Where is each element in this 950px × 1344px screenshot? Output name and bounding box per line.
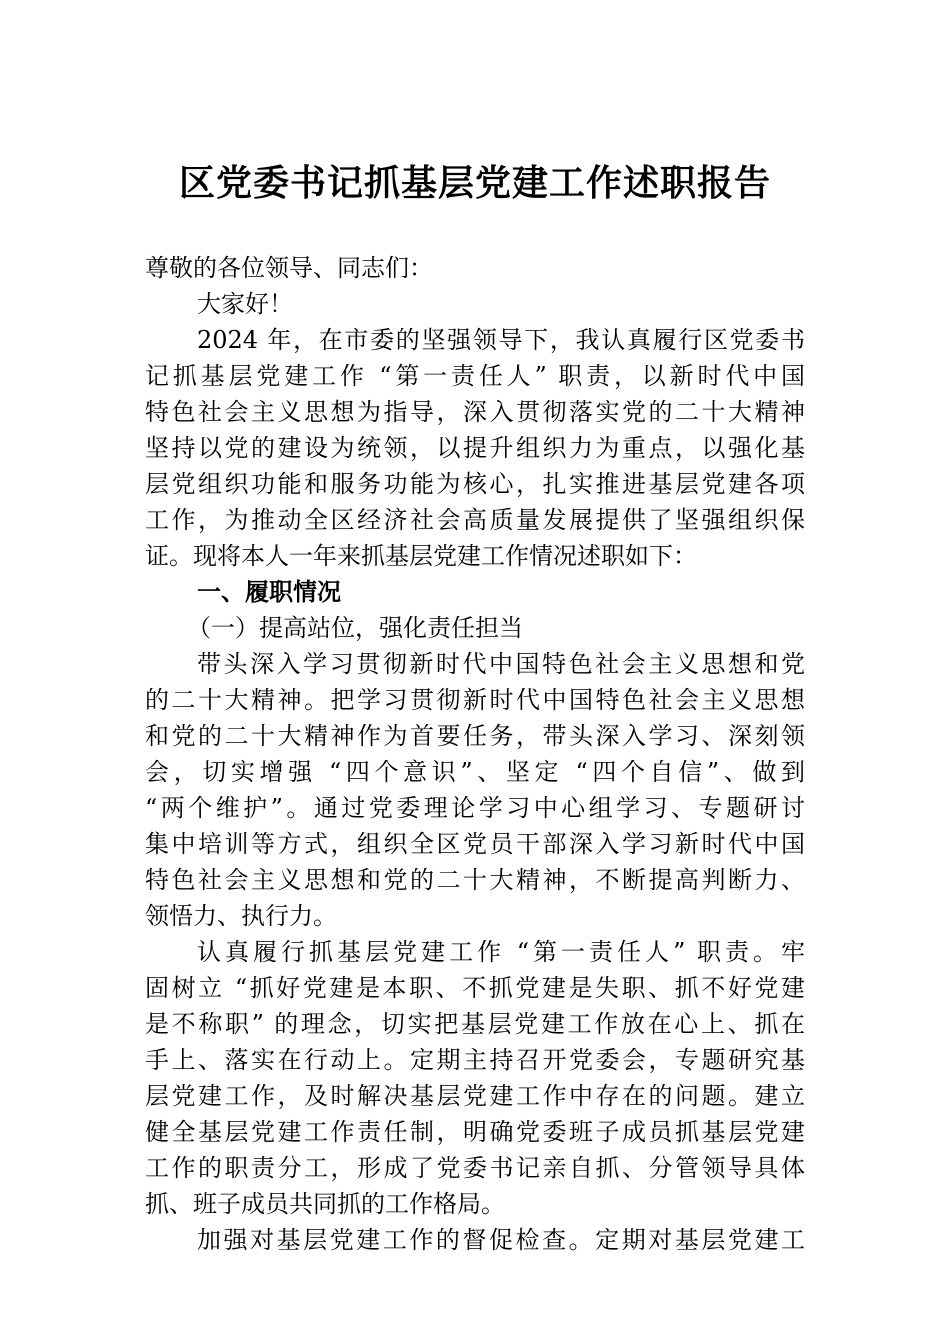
body-text-line: 大家好！	[197, 290, 293, 318]
body-text-line: 加强对基层党建工作的督促检查。定期对基层党建工	[197, 1226, 805, 1254]
body-text-line: 集中培训等方式，组织全区党员干部深入学习新时代中国	[145, 830, 805, 858]
body-text-line: 层党建工作，及时解决基层党建工作中存在的问题。建立	[145, 1082, 805, 1110]
body-text-line: 和党的二十大精神作为首要任务，带头深入学习、深刻领	[145, 722, 805, 750]
body-text-line: 固树立 “抓好党建是本职、不抓党建是失职、抓不好党建	[145, 974, 805, 1002]
body-text-line: 层党组织功能和服务功能为核心，扎实推进基层党建各项	[145, 470, 805, 498]
body-text-line: 会，切实增强 “四个意识”、坚定 “四个自信”、做到	[145, 758, 805, 786]
document-title: 区党委书记抓基层党建工作述职报告	[178, 162, 771, 204]
body-text-line: 记抓基层党建工作 “第一责任人” 职责，以新时代中国	[145, 362, 805, 390]
body-text-line: 认真履行抓基层党建工作 “第一责任人” 职责。牢	[197, 938, 805, 966]
body-text-line: 2024 年，在市委的坚强领导下，我认真履行区党委书	[197, 326, 805, 354]
body-text-line: 特色社会主义思想和党的二十大精神，不断提高判断力、	[145, 866, 805, 894]
body-text-line: 领悟力、执行力。	[145, 902, 337, 930]
section-heading: 一、履职情况	[197, 578, 341, 606]
body-text-line: 带头深入学习贯彻新时代中国特色社会主义思想和党	[197, 650, 805, 678]
subsection-heading: （一）提高站位，强化责任担当	[187, 614, 523, 642]
body-text-line: 的二十大精神。把学习贯彻新时代中国特色社会主义思想	[145, 686, 805, 714]
salutation: 尊敬的各位领导、同志们：	[145, 254, 433, 282]
body-text-line: 健全基层党建工作责任制，明确党委班子成员抓基层党建	[145, 1118, 805, 1146]
body-text-line: 是不称职” 的理念，切实把基层党建工作放在心上、抓在	[145, 1010, 805, 1038]
body-text-line: 坚持以党的建设为统领，以提升组织力为重点，以强化基	[145, 434, 805, 462]
body-text-line: “两个维护”。通过党委理论学习中心组学习、专题研讨	[145, 794, 805, 822]
body-text-line: 证。现将本人一年来抓基层党建工作情况述职如下：	[145, 542, 697, 570]
body-text-line: 手上、落实在行动上。定期主持召开党委会，专题研究基	[145, 1046, 805, 1074]
body-text-line: 工作，为推动全区经济社会高质量发展提供了坚强组织保	[145, 506, 805, 534]
body-text-line: 工作的职责分工，形成了党委书记亲自抓、分管领导具体	[145, 1154, 805, 1182]
body-text-line: 特色社会主义思想为指导，深入贯彻落实党的二十大精神	[145, 398, 805, 426]
body-text-line: 抓、班子成员共同抓的工作格局。	[145, 1190, 505, 1218]
document-body	[145, 250, 805, 1258]
